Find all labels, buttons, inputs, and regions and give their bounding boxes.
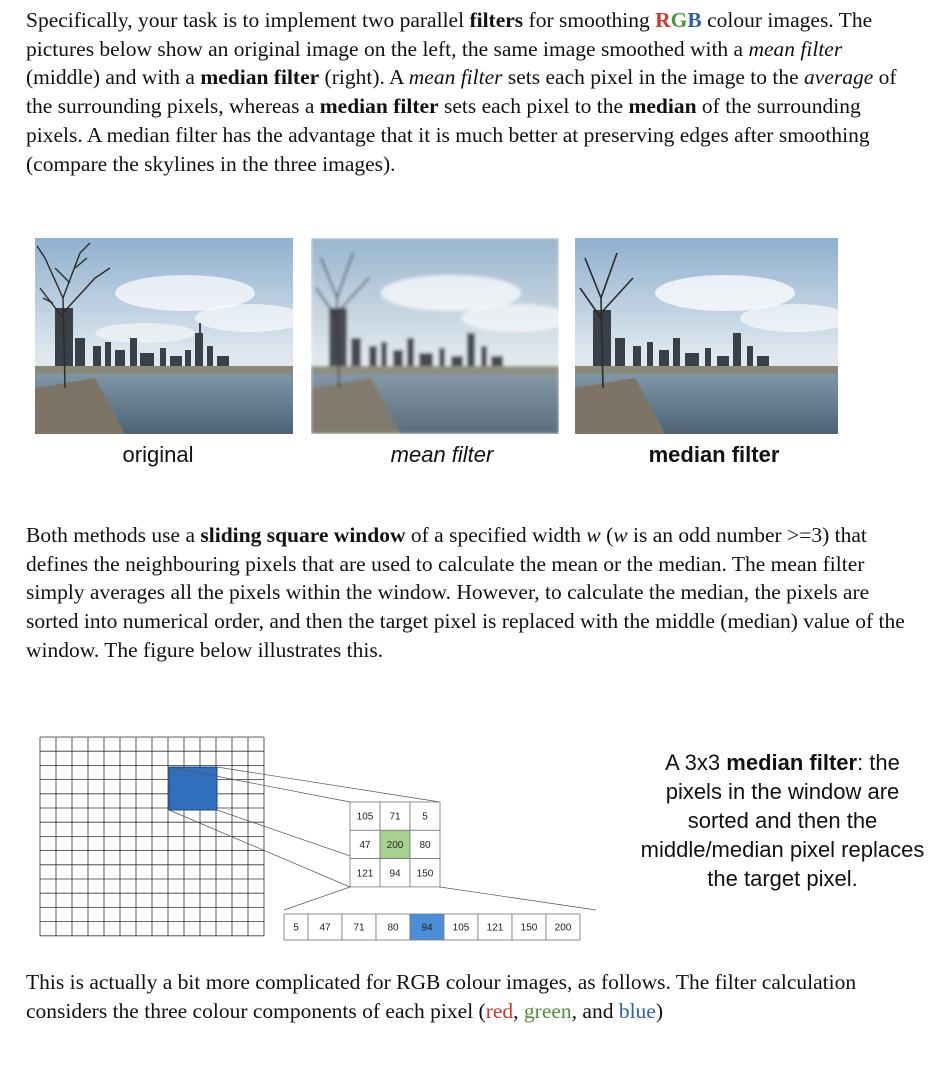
window-cell-value: 5 xyxy=(422,811,428,823)
sliding-window xyxy=(169,767,217,810)
rgb-paragraph: This is actually a bit more complicated for RGB colour images, as follows. The filter calculation considers the three colour components of each pixel (red, green, and blue) xyxy=(26,970,857,1023)
caption-original: original xyxy=(122,442,194,467)
caption-median-filter: median filter xyxy=(648,442,780,467)
sorted-cell-value: 5 xyxy=(293,922,299,934)
window-cell-value: 94 xyxy=(389,868,401,880)
sorted-row xyxy=(284,914,580,940)
caption-mean-filter: mean filter xyxy=(390,442,494,467)
median-filter-photo xyxy=(575,238,838,434)
mean-filter-photo xyxy=(311,238,559,434)
sorted-cell-value: 150 xyxy=(520,922,538,934)
window-grid xyxy=(350,802,440,887)
sorted-cell-value: 121 xyxy=(486,922,504,934)
sorted-cell-value: 94 xyxy=(421,922,433,934)
window-cell-value: 71 xyxy=(389,811,401,823)
sorted-cell-value: 105 xyxy=(452,922,470,934)
sorted-cell-value: 71 xyxy=(353,922,365,934)
window-cell-value: 200 xyxy=(386,839,404,851)
window-cell-value: 121 xyxy=(356,868,374,880)
median-filter-diagram xyxy=(30,730,610,945)
original-photo xyxy=(35,238,293,434)
window-cell-value: 47 xyxy=(359,839,371,851)
method-paragraph: Both methods use a sliding square window of a specified width w (w is an odd number >=3) that defines the neighbouring pixels that are used to calculate the mean or the median. The mean filter simply averages all the pixels within the window. However, to calculate the median, the pixels are sorted into numerical order, and then the target pixel is replaced with the middle (median) value of the window. The figure below illustrates this. xyxy=(26,523,905,662)
window-cell-value: 105 xyxy=(356,811,374,823)
window-cell-value: 150 xyxy=(416,868,434,880)
intro-paragraph: Specifically, your task is to implement two parallel filters for smoothing RGB colour images. The pictures below show an original image on the left, the same image smoothed with a mean filter (middle) and with a median filter (right). A mean filter sets each pixel in the image to the average of the surrounding pixels, whereas a median filter sets each pixel to the median of the surrounding pixels. A median filter has the advantage that it is much better at preserving edges after smoothing (compare the skylines in the three images). xyxy=(26,8,897,176)
median-filter-note: A 3x3 median filter: the pixels in the window are sorted and then the middle/median pixel replaces the target pixel. xyxy=(640,750,925,891)
sorted-cell-value: 80 xyxy=(387,922,399,934)
sorted-cell-value: 47 xyxy=(319,922,331,934)
window-cell-value: 80 xyxy=(419,839,431,851)
sorted-cell-value: 200 xyxy=(554,922,572,934)
